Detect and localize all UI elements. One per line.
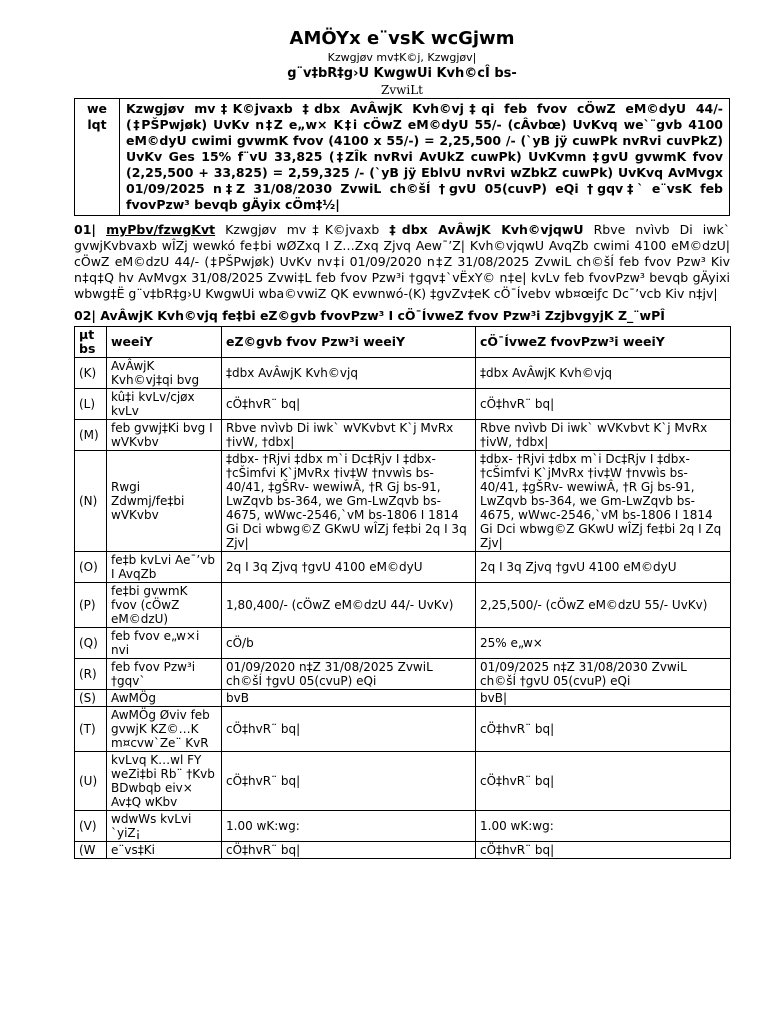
row-item: AwMÖg Øviv feb gvwjK KZ©…K m¤cvw`Ze¨ KvR (107, 707, 222, 752)
row-item: wdwWs kvLvi `yiZ¡ (107, 811, 222, 842)
table-row (75, 552, 731, 583)
circle-name: Kzwgjøv mv‡K©j, Kzwgjøv| (327, 51, 477, 64)
row-current: cÖ‡hvR¨ bq| (222, 752, 476, 811)
table-header-row (75, 327, 731, 358)
row-current: 1,80,400/- (cÖwZ eM©dzU 44/- UvKv) (222, 583, 476, 628)
row-sn: (L) (75, 389, 107, 420)
row-proposed: cÖ‡hvR¨ bq| (476, 389, 731, 420)
table-row (75, 358, 731, 389)
row-current: cÖ‡hvR¨ bq| (222, 707, 476, 752)
row-proposed: 25% e„w× (476, 628, 731, 659)
comparison-table (74, 326, 731, 859)
row-sn: (M) (75, 420, 107, 451)
table-row (75, 811, 731, 842)
row-sn: (S) (75, 690, 107, 707)
row-current: bvB (222, 690, 476, 707)
row-current: 1.00 wK:wg: (222, 811, 476, 842)
row-proposed: cÖ‡hvR¨ bq| (476, 842, 731, 859)
section-1-office-name: ‡dbx AvÂwjK Kvh©vjqwU (389, 222, 584, 237)
col-header-sn: µt bs (75, 327, 107, 358)
row-item: kû‡i kvLv/cjøx kvLv (107, 389, 222, 420)
row-sn: (U) (75, 752, 107, 811)
section-1-text-a: Kzwgjøv mv‡K©jvaxb (225, 222, 380, 237)
row-current: 2q I 3q Zjvq †gvU 4100 eM©dyU (222, 552, 476, 583)
table-row (75, 690, 731, 707)
row-item: AvÂwjK Kvh©vj‡qi bvg (107, 358, 222, 389)
row-sn: (Q) (75, 628, 107, 659)
row-proposed: cÖ‡hvR¨ bq| (476, 752, 731, 811)
table-row (75, 628, 731, 659)
row-item: e¨vs‡Ki (107, 842, 222, 859)
row-sn: (N) (75, 451, 107, 552)
row-item: fe‡bi gvwmK fvov (cÖwZ eM©dzU) (107, 583, 222, 628)
row-sn: (O) (75, 552, 107, 583)
row-current: Rbve nvìvb Di iwk` wVKvbvt K`j MvRx †ivW, †dbx| (222, 420, 476, 451)
table-row (75, 583, 731, 628)
document-header (74, 28, 730, 98)
table-row (75, 451, 731, 552)
table-row (75, 420, 731, 451)
row-item: Rwgi Zdwmj/fe‡bi wVKvbv (107, 451, 222, 552)
table-row (75, 659, 731, 690)
subject-label: we lqt (75, 99, 120, 215)
row-current: cÖ‡hvR¨ bq| (222, 842, 476, 859)
row-proposed: ‡dbx AvÂwjK Kvh©vjq (476, 358, 731, 389)
date-line: ZvwiLt (380, 83, 424, 97)
row-sn: (T) (75, 707, 107, 752)
row-sn: (V) (75, 811, 107, 842)
subject-text: Kzwgjøv mv‡K©jvaxb ‡dbx AvÂwjK Kvh©vj‡qi feb fvov cÖwZ eM©dyU 44/- (‡PŠPwjøk) UvKv n‡Z e„w× K‡i cÖwZ eM©dyU 55/- (cÂvbœ) UvKvq we`¨gvb 4100 eM©dyU cwimi gvwmK fvov (4100 x 55/-) = 2,25,500 /- (`yB jÿ cuwPk nvRvi cuvPkZ) UvKv Ges 15% f¨vU 33,825 (‡ZÎk nvRvi AvUkZ cuwPk) UvKvmn ‡gvU gvwmK fvov (2,25,500 + 33,825) = 2,59,325 /- (`yB jÿ EblvU nvRvi wZbkZ cuwPk) UvKvq AvMvgx 01/09/2025 n‡Z 31/08/2030 ZvwiL ch©šÍ †gvU 05(cuvP) eQi †gqv‡` e¨vsK feb fvovPzw³ bevqb gÄyix cÖm‡½| (126, 101, 723, 212)
row-item: AwMÖg (107, 690, 222, 707)
row-sn: (K) (75, 358, 107, 389)
row-sn: (W (75, 842, 107, 859)
col-header-current: eZ©gvb fvov Pzw³i weeiY (222, 327, 476, 358)
row-proposed: bvB| (476, 690, 731, 707)
table-row (75, 752, 731, 811)
section-1 (74, 222, 730, 302)
col-header-proposed: cÖ¯ÍvweZ fvovPzw³i weeiY (476, 327, 731, 358)
table-row (75, 842, 731, 859)
row-current: cÖ‡hvR¨ bq| (222, 389, 476, 420)
row-item: fe‡b kvLvi Ae¯’vb I AvqZb (107, 552, 222, 583)
row-current: 01/09/2020 n‡Z 31/08/2025 ZvwiL ch©šÍ †gvU 05(cvuP) eQi (222, 659, 476, 690)
row-sn: (R) (75, 659, 107, 690)
page-title: AMÖYx e¨vsK wcGjwm (289, 28, 515, 49)
section-1-number: 01| (74, 222, 96, 237)
row-item: feb gvwj‡Ki bvg I wVKvbv (107, 420, 222, 451)
row-proposed: ‡dbx- †Rjvi ‡dbx m`i Dc‡Rjv I ‡dbx-†cŠimfvi K`jMvRx †iv‡W †nvwìs bs-40/41, ‡gŠRv- wewiwÂ, †R Gj bs-91, LwZqvb bs-364, we Gm-LwZqvb bs-4675, wWwc-2546,`vM bs-1806 I 1814 Gi Dci wbwg©Z GKwU wÎZj fe‡bi 2q I Zq Zjv| (476, 451, 731, 552)
row-proposed: 2,25,500/- (cÖwZ eM©dzU 55/- UvKv) (476, 583, 731, 628)
section-2-heading: 02| AvÂwjK Kvh©vjq fe‡bi eZ©gvb fvovPzw³ I cÖ¯ÍvweZ fvov Pzw³i ZzjbvgyjK Z_¨wPÎ (74, 308, 665, 323)
row-proposed: 2q I 3q Zjvq †gvU 4100 eM©dyU (476, 552, 731, 583)
row-current: ‡dbx AvÂwjK Kvh©vjq (222, 358, 476, 389)
row-item: feb fvov e„w×i nvi (107, 628, 222, 659)
row-current: cÖ/b (222, 628, 476, 659)
row-sn: (P) (75, 583, 107, 628)
table-row (75, 707, 731, 752)
subject-box (74, 98, 730, 216)
row-proposed: cÖ‡hvR¨ bq| (476, 707, 731, 752)
document-page (74, 28, 730, 859)
col-header-item: weeiY (107, 327, 222, 358)
section-1-heading: myPbv/fzwgKvt (106, 222, 216, 237)
row-proposed: Rbve nvìvb Di iwk` wVKvbvt K`j MvRx †ivW, †dbx| (476, 420, 731, 451)
row-item: feb fvov Pzw³i †gqv` (107, 659, 222, 690)
row-current: ‡dbx- †Rjvi ‡dbx m`i Dc‡Rjv I ‡dbx-†cŠimfvi K`jMvRx †iv‡W †nvwìs bs-40/41, ‡gŠRv- wewiwÂ, †R Gj bs-91, LwZqvb bs-364, we Gm-LwZqvb bs-4675, wWwc-2546,`vM bs-1806 I 1814 Gi Dci wbwg©Z GKwU wÎZj fe‡bi 2q I 3q Zjv| (222, 451, 476, 552)
table-row (75, 389, 731, 420)
row-item: kvLvq K…wl FY weZi‡bi Rb¨ †Kvb BDwbqb eiv× Av‡Q wKbv (107, 752, 222, 811)
row-proposed: 1.00 wK:wg: (476, 811, 731, 842)
committee-paper-no: g¨v‡bR‡g›U KwgwUi Kvh©cÎ bs- (287, 66, 517, 81)
row-proposed: 01/09/2025 n‡Z 31/08/2030 ZvwiL ch©šÍ †gvU 05(cvuP) eQi (476, 659, 731, 690)
section-1-text-c: Rbve nvìvb Di iwk` gvwjKvbvaxb wÎZj wewkó fe‡bi wØZxq I Z…Zxq Zjvq Aew¯’Z| Kvh©vjqwU AvqZb cwimi 4100 eM©dzU| cÖwZ eM©dzU 44/- (‡PŠPwjøk) UvKv nv‡i 01/09/2020 n‡Z 31/08/2025 ZvwiL ch©šÍ feb fvov Pzw³ Kiv n‡q‡Q hv AvMvgx 31/08/2025 Zvwi‡L feb fvov Pzw³i †gqv‡`vËxY© n‡e| kvLv feb fvovPzw³ bevqb gÄyixi wbwg‡Ë g¨v‡bR‡g›U KwgwUi wba©vwiZ QK evwnwó-(K) ‡gvZv‡eK cÖ¯Ívebv wb¤œiƒc Dc¯’vcb Kiv n‡jv| (74, 222, 730, 301)
